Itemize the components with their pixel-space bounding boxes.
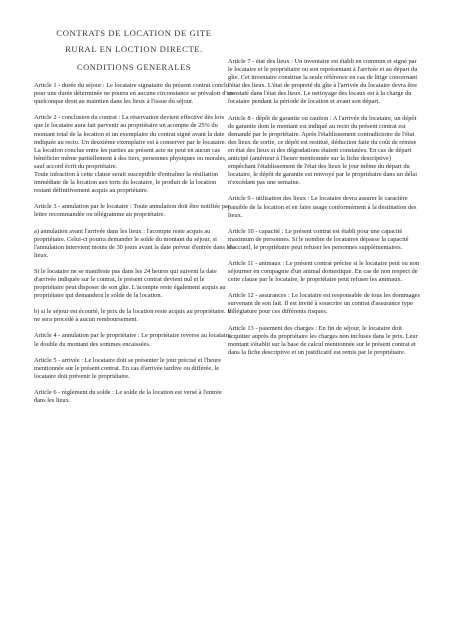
article-3b-text: b) si le séjour est écourté, le prix de la location reste acquis au propriétaire. Il ne sera procédé à aucun remboursement.	[34, 308, 232, 324]
article-13	[228, 325, 420, 357]
article-3a-continued	[34, 268, 234, 300]
article-1	[34, 82, 234, 106]
article-13-text: Article 13 - paiement des charges : En fin de séjour, le locataire doit acquitter auprès du propriétaire les charges non incluses dans le prix. Leur montant s'établit sur la base de calcul mentionnée sur le présent contrat et dans la fiche descriptive et un justificatif est remis par le propriétaire.	[228, 324, 418, 356]
article-3-text: Article 3 - annulation par le locataire : Toute annulation doit être notifiée par lettre recommandée ou télégramme au propriétaire.	[34, 203, 230, 219]
article-7-text: Article 7 - état des lieux : Un inventaire est établi en commun et signé par le locataire et le propriétaire ou son représentant à l'arrivée et au départ du gîte. Cet inventaire constitue la seule référence en cas de litige concernant l'état des lieux. L'état de propreté du gîte à l'arrivée du locataire devra être constaté dans l'état des lieux. Le nettoyage des locaux est à la charge du locataire pendant la période de location et avant son départ.	[228, 58, 418, 106]
article-2-text: Article 2 - conclusion du contrat : La réservation devient effective dès lors que le locataire aura fait parvenir au propriétaire un acompte de 25% du montant total de la location et un exemplaire du contrat signé avant la date indiquée au recto. Un deuxième exemplaire est à conserver par le locataire.	[34, 114, 227, 146]
article-8-text: Article 8 - dépôt de garantie ou caution : A l'arrivée du locataire, un dépôt de garantie dont le montant est indiqué au recto du présent contrat est demandé par le propriétaire. Après l'établissement contradictoire de l'état des lieux de sortie, ce dépôt est restitué, déduction faite du coût de remise en état des lieux si des dégradations étaient constatées. En cas de départ anticipé (antérieur à l'heure mentionnée sur la fiche descriptive) empêchant l'établissement de l'état des lieux le jour même du départ du locataire, le dépôt de garantie est renvoyé par le propriétaire dans un délai n'excédant pas une semaine.	[228, 114, 417, 187]
article-1-text: Article 1 - durée du séjour : Le locataire signataire du présent contrat conclu pour une durée déterminée ne pourra en aucune circonstance se prévaloir d'un quelconque droit au maintien dans les lieux à l'issue du séjour.	[34, 82, 233, 106]
article-4-text: Article 4 - annulation par le propriétaire : Le propriétaire reverse au locataire le double du montant des sommes encaissées.	[34, 332, 231, 348]
article-6-text: Article 6 - règlement du solde : Le solde de la location est versé à l'entrée dans les lieux.	[34, 388, 222, 404]
article-3	[34, 203, 234, 219]
article-3a-text: a) annulation avant l'arrivée dans les lieux : l'acompte reste acquis au propriétaire. Celui-ci pourra demander le solde du montant du séjour, si l'annulation intervient moins de 30 jours avant la date prévue d'entrée dans les lieux.	[34, 227, 234, 259]
document-title-line1: CONTRATS DE LOCATION DE GITE	[56, 28, 212, 38]
article-9	[228, 195, 420, 219]
article-4	[34, 332, 234, 348]
article-11	[228, 260, 420, 284]
document-subtitle: CONDITIONS GENERALES	[76, 63, 192, 72]
article-2-text-c: Toute infraction à cette clause serait susceptible d'entraîner la résiliation immédiate de la location aux torts du locataire, le produit de la location restant définitivement acquis au propriétaire.	[34, 171, 219, 195]
right-column	[228, 58, 420, 365]
article-11-text: Article 11 - animaux : Le présent contrat précise si le locataire peut ou non séjourner en compagnie d'un animal domestique. En cas de non respect de cette clause par le locataire, le propriétaire peut refuser les animaux.	[228, 259, 420, 284]
article-8	[228, 115, 420, 188]
article-12-text: Article 12 - assurances : Le locataire est responsable de tous les dommages survenant de son fait. Il est invité à souscrire un contrat d'assurance type villégiature pour ces différents risques.	[228, 292, 421, 316]
article-5	[34, 357, 234, 381]
article-9-text: Article 9 - utilisation des lieux : Le locataire devra assurer le caractère paisible de la location et en faire usage conformément à la destination des lieux.	[228, 195, 417, 219]
article-5-text: Article 5 - arrivée : Le locataire doit se présenter le jour précisé et l'heure mentionnée sur le présent contrat. En cas d'arrivée tardive ou différée, le locataire doit prévenir le propriétaire.	[34, 356, 222, 380]
article-12	[228, 292, 420, 316]
article-3a-continued-text: Si le locataire ne se manifeste pas dans les 24 heures qui suivent la date d'arrivée indiquée sur le contrat, le présent contrat devient nul et le propriétaire peut disposer de son gîte. L'acompte reste également acquis au propriétaire qui demandera le solde de la location.	[34, 267, 226, 300]
article-3a	[34, 228, 234, 260]
document-title-line2: RURAL EN LOCTION DIRECTE.	[65, 44, 203, 54]
article-7	[228, 58, 420, 107]
article-2-text-b: La location conclue entre les parties au présent acte ne peut en aucun cas bénéficier même partiellement à des tiers, personnes physiques ou morales, sauf accord écrit du propriétaire.	[34, 146, 227, 170]
article-3b	[34, 308, 234, 324]
article-10	[228, 228, 420, 252]
article-2	[34, 114, 234, 195]
article-10-text: Article 10 - capacité : Le présent contrat est établi pour une capacité maximum de personnes. Si le nombre de locataires dépasse la capacité d'accueil, le propriétaire peut refuser les personnes supplémentaires.	[228, 227, 409, 251]
article-6	[34, 389, 234, 405]
left-column	[34, 22, 234, 413]
